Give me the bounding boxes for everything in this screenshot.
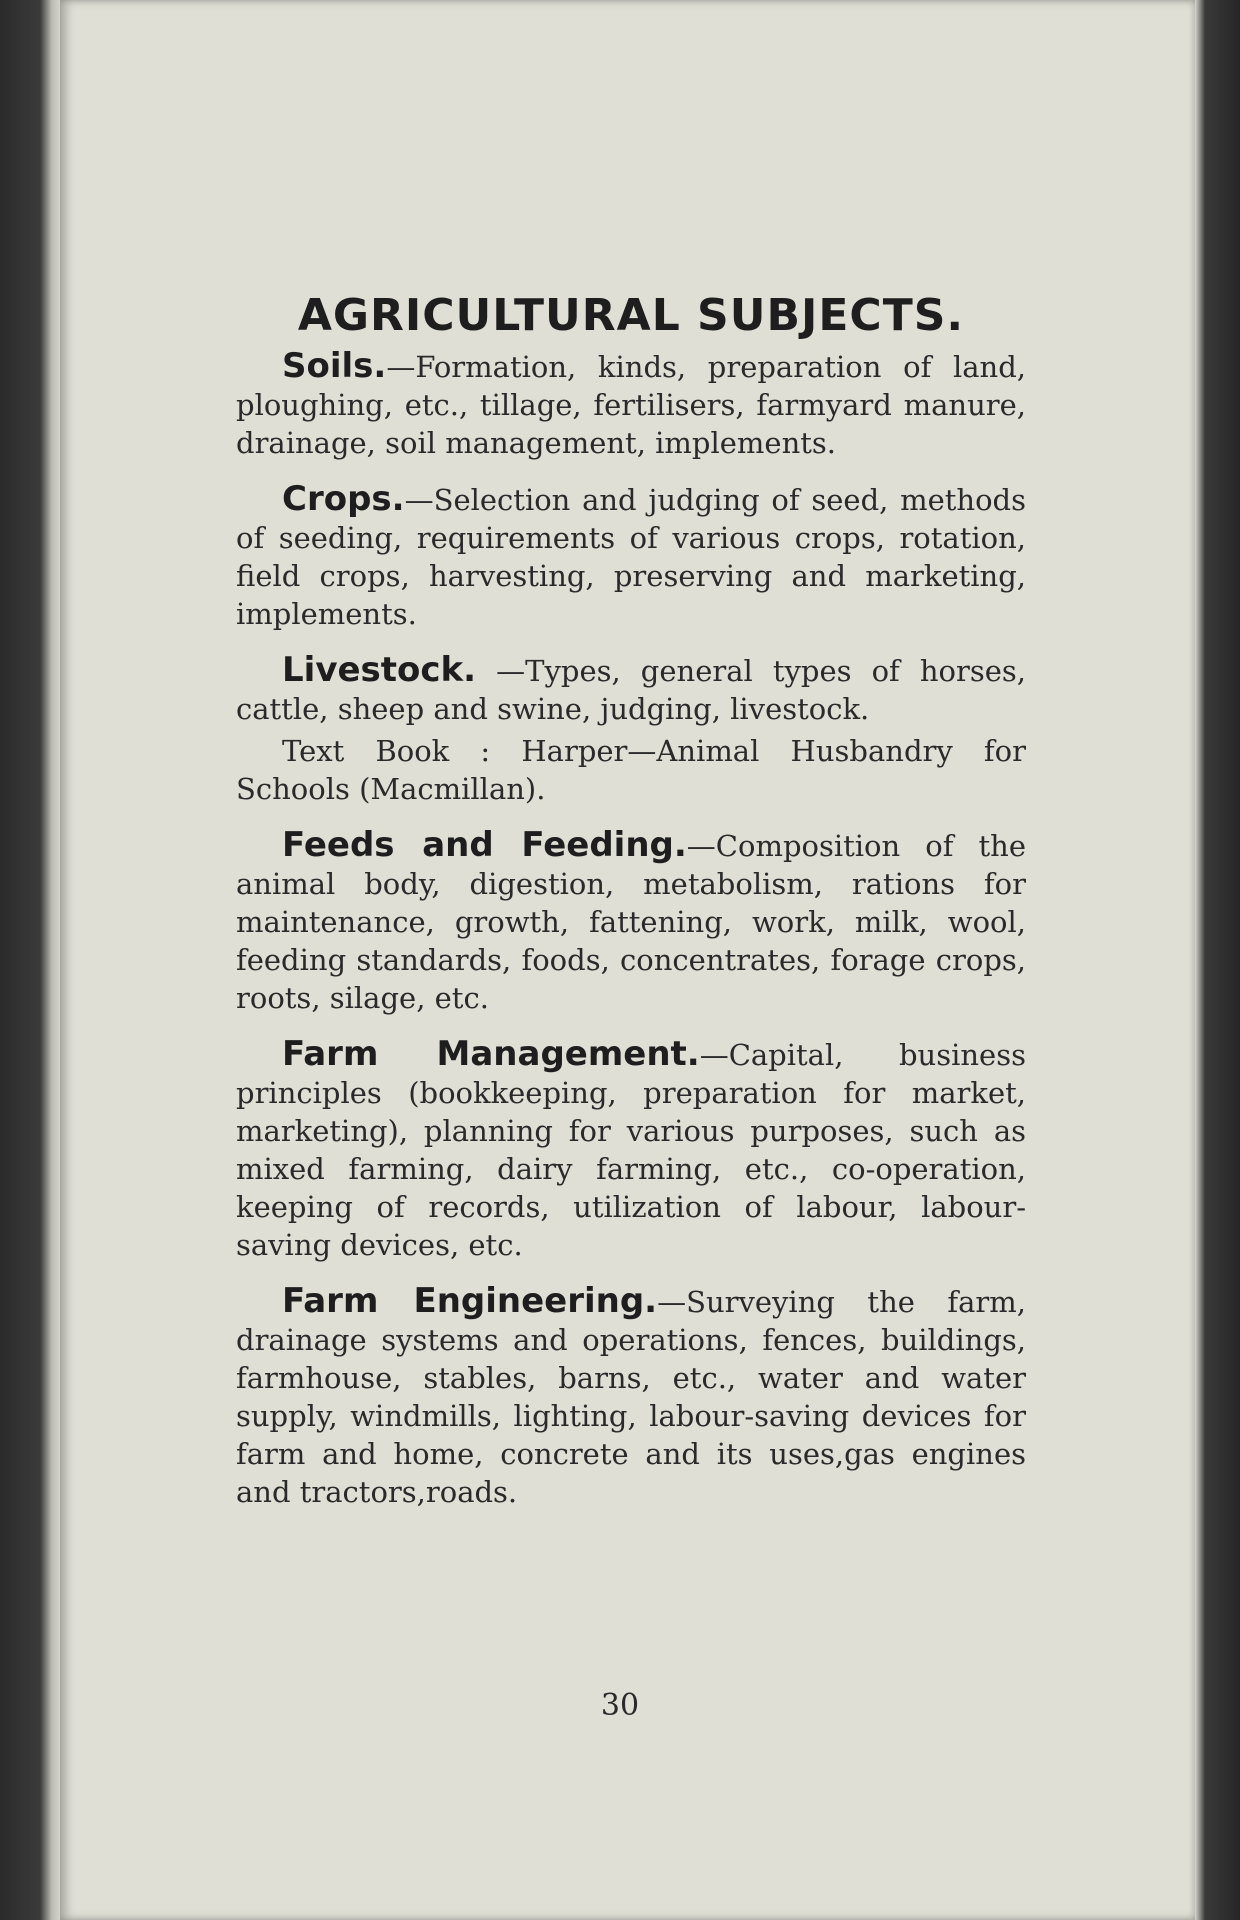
book-edge (1195, 0, 1240, 1920)
section-farm-management (236, 1035, 1026, 1264)
page-number: 30 (600, 1688, 640, 1723)
section-feeds-and-feeding (236, 826, 1026, 1017)
section-text: —Selection and judging of seed, methods of seeding, requirements of various crops, rotation, field crops, harvesting, preserving and marketing, implements. (236, 483, 1026, 631)
section-crops (236, 480, 1026, 633)
page-title: AGRICULTURAL SUBJECTS. (297, 290, 965, 341)
textbook-note: Text Book : Harper—Animal Husbandry for Schools (Macmillan). (236, 734, 1026, 806)
section-text: —Formation, kinds, preparation of land, ploughing, etc., tillage, fertilisers, farmyard manure, drainage, soil management, implements. (236, 350, 1026, 460)
section-heading: Farm Engineering. (282, 1281, 658, 1321)
section-soils (236, 347, 1026, 462)
section-livestock (236, 651, 1026, 728)
section-text: —Capital, business principles (bookkeeping, preparation for market, marketing), planning for various purposes, such as mixed farming, dairy farming, etc., co-operation, keeping of records, utilization of labour, labour-saving devices, etc. (236, 1038, 1026, 1262)
section-heading: Livestock. (282, 650, 477, 690)
section-heading: Feeds and Feeding. (282, 825, 687, 865)
section-text: —Composition of the animal body, digestion, metabolism, rations for maintenance, growth, fattening, work, milk, wool, feeding standards, foods, concentrates, forage crops, roots, silage, etc. (236, 829, 1026, 1015)
section-heading: Soils. (282, 346, 387, 386)
section-farm-engineering (236, 1282, 1026, 1511)
section-heading: Crops. (282, 479, 405, 519)
section-heading: Farm Management. (282, 1034, 700, 1074)
section-text: —Types, general types of horses, cattle, sheep and swine, judging, livestock. (236, 654, 1026, 726)
page-content (236, 290, 1026, 1529)
section-text: —Surveying the farm, drainage systems and operations, fences, buildings, farmhouse, stables, barns, etc., water and water supply, windmills, lighting, labour-saving devices for farm and home, concrete and its uses,gas engines and tractors,roads. (236, 1285, 1026, 1509)
